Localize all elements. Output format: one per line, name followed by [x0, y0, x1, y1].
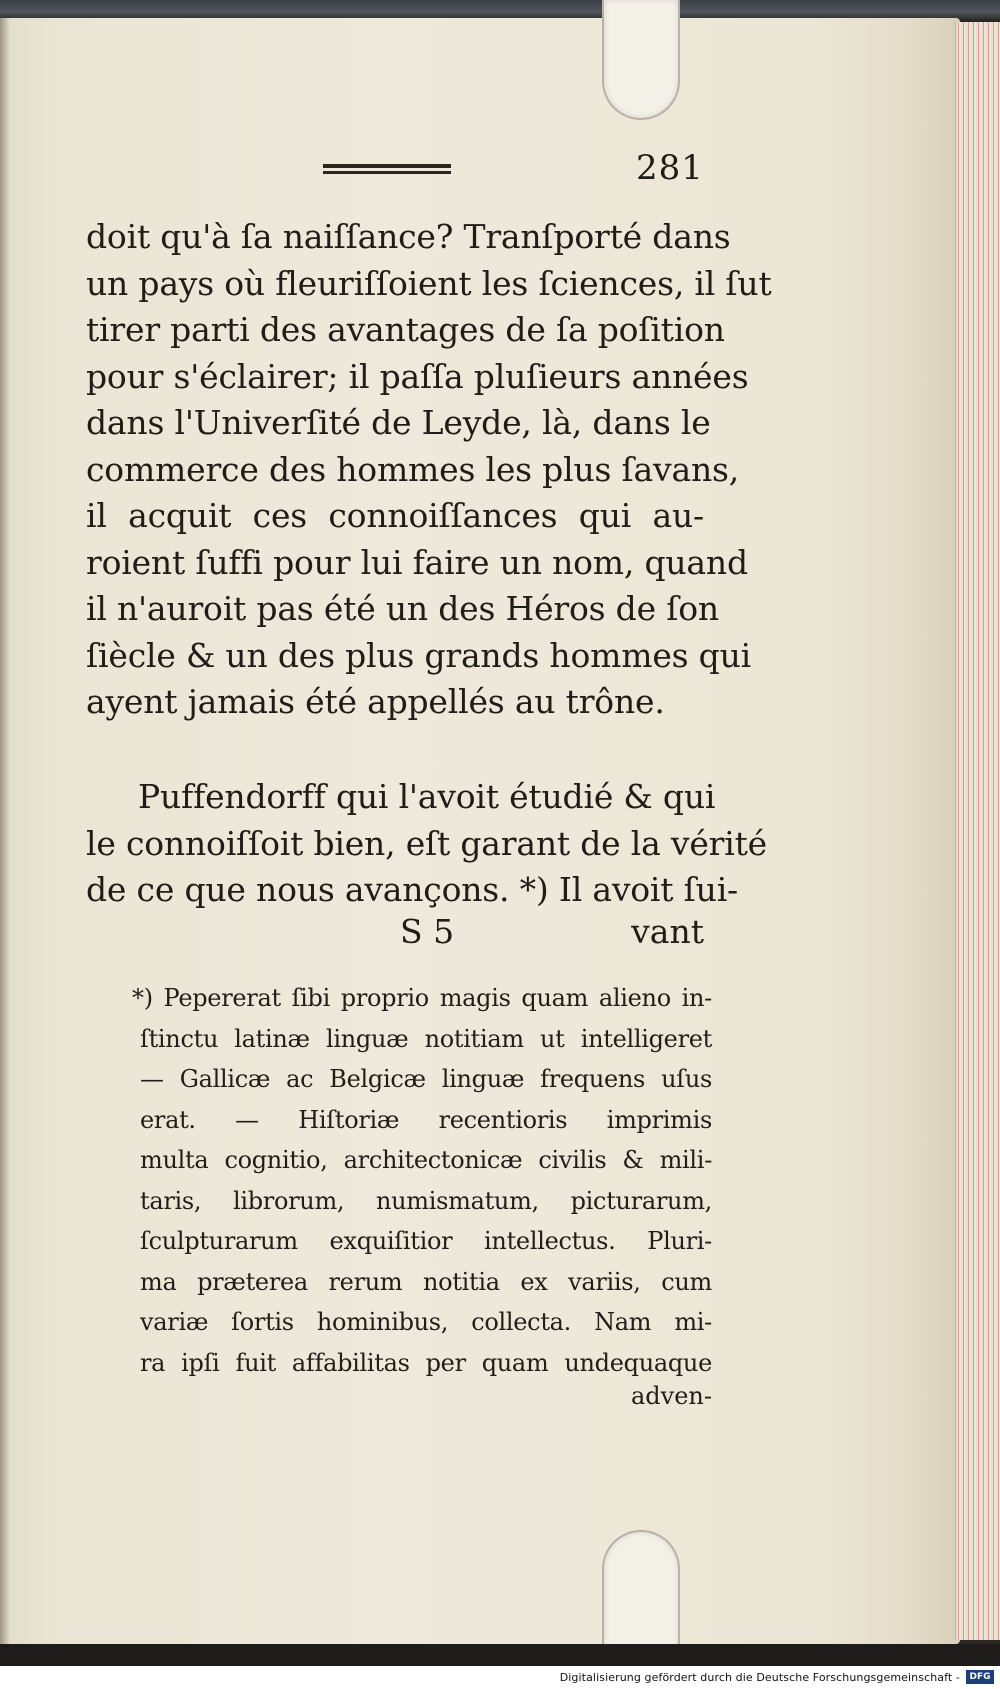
header-rule [323, 164, 451, 174]
text-line: il acquit ces connoiſſances qui au- [86, 496, 704, 535]
footnote-line: variæ ſortis hominibus, collecta. Nam mi- [140, 1308, 712, 1336]
second-paragraph [86, 774, 767, 914]
top-page-clip [602, 0, 680, 120]
text-line: le connoiſſoit bien, eſt garant de la vérité [86, 823, 767, 863]
text-line: doit qu'à ſa naiſſance? Tranſporté dans [86, 217, 731, 256]
text-line: ayent jamais été appellés au trône. [86, 682, 665, 721]
text-line: pour s'éclairer; il paſſa pluſieurs années [86, 356, 749, 396]
text-line: tirer parti des avantages de ſa poſition [86, 310, 725, 349]
footnote-line: — Gallicæ ac Belgicæ linguæ frequens uſus [140, 1065, 712, 1093]
text-line: dans l'Univerſité de Leyde, là, dans le [86, 403, 711, 442]
footnote-line: taris, librorum, numismatum, picturarum, [140, 1186, 712, 1215]
bottom-page-clip [602, 1530, 680, 1650]
footnote-catchword: adven- [631, 1382, 712, 1410]
footnote-line: ra ipſi fuit affabilitas per quam undequaque [140, 1348, 712, 1377]
text-line: Puffendorff qui l'avoit étudié & qui [138, 777, 716, 816]
text-line: ſiècle & un des plus grands hommes qui [86, 635, 752, 675]
signature-line [86, 912, 704, 958]
dfg-logo: DFG [966, 1670, 994, 1684]
footnote [132, 978, 712, 1383]
text-line: commerce des hommes les plus ſavans, [86, 449, 740, 489]
footnote-line: ſtinctu latinæ linguæ notitiam ut intelligeret [140, 1024, 712, 1053]
page-fore-edge [955, 22, 1000, 1640]
page-number: 281 [636, 148, 704, 188]
main-paragraph [86, 214, 772, 726]
text-line: un pays où fleuriſſoient les ſciences, il ſut [86, 263, 772, 303]
catchword: vant [631, 912, 704, 951]
book-binding-bottom [0, 1644, 1000, 1666]
digitization-credit: Digitalisierung gefördert durch die Deutsche Forschungsgemeinschaft - [559, 1671, 960, 1684]
text-line: il n'auroit pas été un des Héros de ſon [86, 589, 719, 628]
text-line: de ce que nous avançons. *) Il avoit ſui- [86, 870, 739, 909]
footnote-line: ma præterea rerum notitia ex variis, cum [140, 1267, 712, 1296]
signature-mark: S 5 [400, 912, 455, 951]
footnote-line: erat. — Hiſtoriæ recentioris imprimis [140, 1105, 712, 1134]
text-line: roient ſuffi pour lui faire un nom, quand [86, 542, 748, 582]
footnote-line: *) Pepererat ſibi proprio magis quam alieno in- [132, 984, 712, 1012]
gutter-shadow [0, 18, 10, 1644]
footnote-line: ſculpturarum exquiſitior intellectus. Pluri- [140, 1227, 712, 1255]
footnote-line: multa cognitio, architectonicæ civilis & mili- [140, 1146, 712, 1174]
book-binding-top [0, 0, 1000, 20]
